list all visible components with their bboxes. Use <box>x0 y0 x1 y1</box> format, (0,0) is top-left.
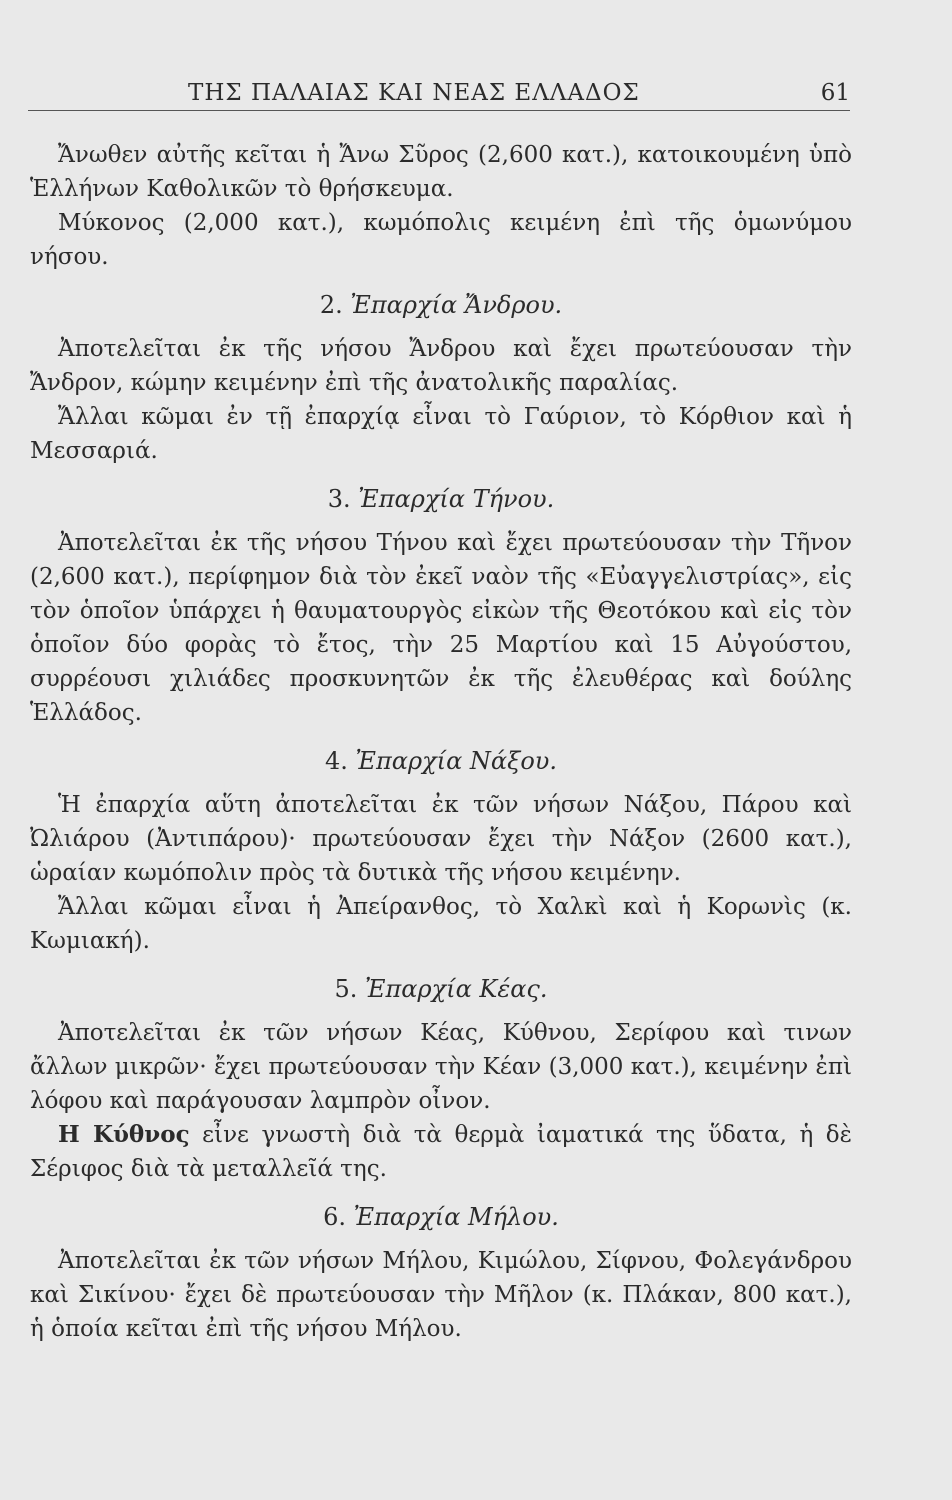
section-title: Ἐπαρχία Τήνου. <box>358 485 555 513</box>
section-heading-tinos <box>30 482 852 516</box>
section-heading-andros <box>30 288 852 322</box>
page-number: 61 <box>820 80 850 106</box>
paragraph-tinos: Ἀποτελεῖται ἐκ τῆς νήσου Τήνου καὶ ἔχει πρωτεύουσαν τὴν Τῆνον (2,600 κατ.), περίφημον διὰ τὸν ἐκεῖ ναὸν τῆς «Εὐαγγελιστρίας», εἰς τὸν ὁποῖον ὑπάρχει ἡ θαυματουργὸς εἰκὼν τῆς Θεοτόκου καὶ εἰς τὸν ὁποῖον δύο φορὰς τὸ ἔτος, τὴν 25 Μαρτίου καὶ 15 Αὐγούστου, συρρέουσι χιλιάδες προσκυνητῶν ἐκ τῆς ἐλευθέρας καὶ δούλης Ἑλλάδος. <box>30 530 852 726</box>
running-head-title: ΤΗΣ ΠΑΛΑΙΑΣ ΚΑΙ ΝΕΑΣ ΕΛΛΑΔΟΣ <box>188 80 640 106</box>
paragraph-milos: Ἀποτελεῖται ἐκ τῶν νήσων Μήλου, Κιμώλου, Σίφνου, Φολεγάνδρου καὶ Σικίνου· ἔχει δὲ πρωτεύουσαν τὴν Μῆλον (κ. Πλάκαν, 800 κατ.), ἡ ὁποία κεῖται ἐπὶ τῆς νήσου Μήλου. <box>30 1248 852 1342</box>
section-number: 2. <box>319 291 343 319</box>
section-number: 3. <box>327 485 351 513</box>
section-number: 4. <box>325 747 348 775</box>
kythnos-bold: Η Κύθνος <box>58 1121 190 1148</box>
paragraph-kea: Ἀποτελεῖται ἐκ τῶν νήσων Κέας, Κύθνου, Σερίφου καὶ τινων ἄλλων μικρῶν· ἔχει πρωτεύουσαν τὴν Κέαν (3,000 κατ.), κειμένην ἐπὶ λόφου καὶ παράγουσαν λαμπρὸν οἶνον. <box>30 1020 852 1114</box>
section-heading-naxos <box>30 744 852 778</box>
section-heading-milos <box>30 1200 852 1234</box>
section-title: Ἐπαρχία Κέας. <box>365 975 548 1003</box>
section-title: Ἐπαρχία Μήλου. <box>353 1203 559 1231</box>
section-number: 6. <box>323 1203 347 1231</box>
section-number: 5. <box>334 975 358 1003</box>
paragraph-naxos-villages: Ἄλλαι κῶμαι εἶναι ἡ Ἀπείρανθος, τὸ Χαλκὶ καὶ ἡ Κορωνὶς (κ. Κωμιακή). <box>30 894 852 954</box>
paragraph-naxos: Ἡ ἐπαρχία αὕτη ἀποτελεῖται ἐκ τῶν νήσων Νάξου, Πάρου καὶ Ὠλιάρου (Ἀντιπάρου)· πρωτεύουσαν ἔχει τὴν Νάξον (2600 κατ.), ὡραίαν κωμόπολιν πρὸς τὰ δυτικὰ τῆς νήσου κειμένην. <box>30 792 852 886</box>
paragraph-mykonos: Μύκονος (2,000 κατ.), κωμόπολις κειμένη ἐπὶ τῆς ὁμωνύμου νήσου. <box>30 210 852 270</box>
section-heading-kea <box>30 972 852 1006</box>
body-text <box>30 138 852 1346</box>
running-head <box>28 70 850 114</box>
header-rule <box>28 110 850 111</box>
paragraph-ano-syros: Ἄνωθεν αὐτῆς κεῖται ἡ Ἄνω Σῦρος (2,600 κατ.), κατοικουμένη ὑπὸ Ἑλλήνων Καθολικῶν τὸ θρήσκευμα. <box>30 142 852 202</box>
kythnos-rest: εἶνε γνωστὴ διὰ τὰ θερμὰ ἰαματικά της ὕδατα, ἡ δὲ Σέριφος διὰ τὰ μεταλλεῖά της. <box>30 1122 852 1182</box>
paragraph-andros-villages: Ἄλλαι κῶμαι ἐν τῇ ἐπαρχίᾳ εἶναι τὸ Γαύριον, τὸ Κόρθιον καὶ ἡ Μεσσαριά. <box>30 404 852 464</box>
section-title: Ἐπαρχία Νάξου. <box>355 747 557 775</box>
section-title: Ἐπαρχία Ἄνδρου. <box>350 291 563 319</box>
paragraph-andros: Ἀποτελεῖται ἐκ τῆς νήσου Ἄνδρου καὶ ἔχει πρωτεύουσαν τὴν Ἄνδρον, κώμην κειμένην ἐπὶ τῆς ἀνατολικῆς παραλίας. <box>30 336 852 396</box>
paragraph-kythnos <box>30 1118 852 1186</box>
